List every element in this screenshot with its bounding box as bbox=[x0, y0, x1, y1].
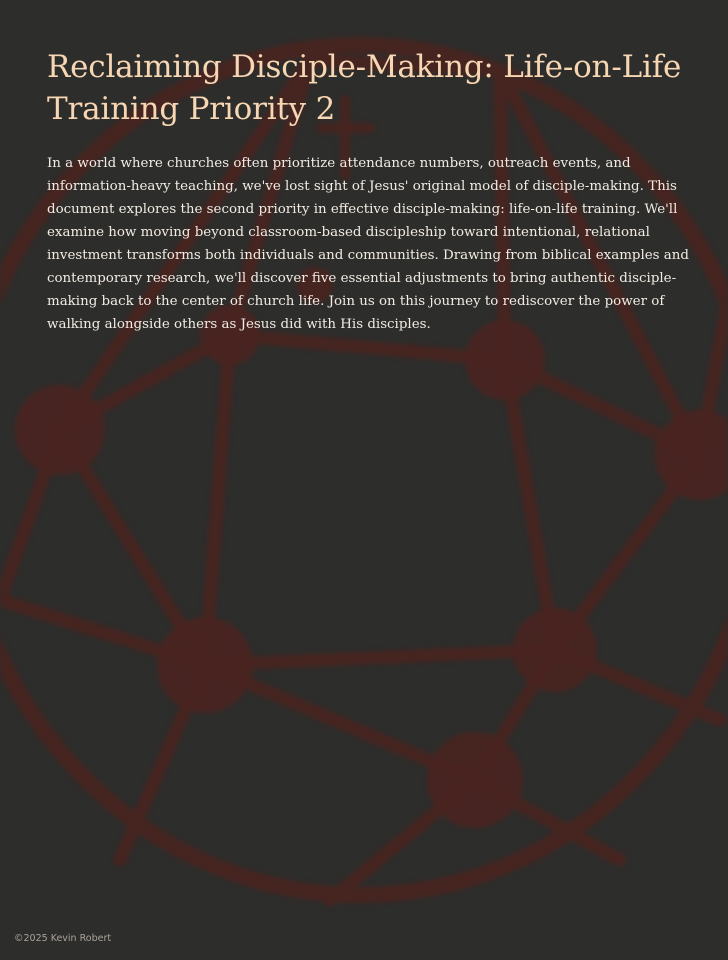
document-title: Reclaiming Disciple-Making: Life-on-Life Training Priority 2 bbox=[47, 49, 682, 127]
copyright-footer: ©2025 Kevin Robert bbox=[14, 933, 112, 944]
document-body: In a world where churches often prioritize attendance numbers, outreach events, and information-heavy teaching, we've lost sight of Jesus' original model of disciple-making. This document explores the second priority in effective disciple-making: life-on-life training. We'll examine how moving beyond classroom-based discipleship toward intentional, relational investment transforms both individuals and communities. Drawing from biblical examples and contemporary research, we'll discover five essential adjustments to bring authentic disciple-making back to the center of church life. Join us on this journey to rediscover the power of walking alongside others as Jesus did with His disciples. bbox=[47, 156, 689, 332]
document-content bbox=[47, 46, 707, 336]
